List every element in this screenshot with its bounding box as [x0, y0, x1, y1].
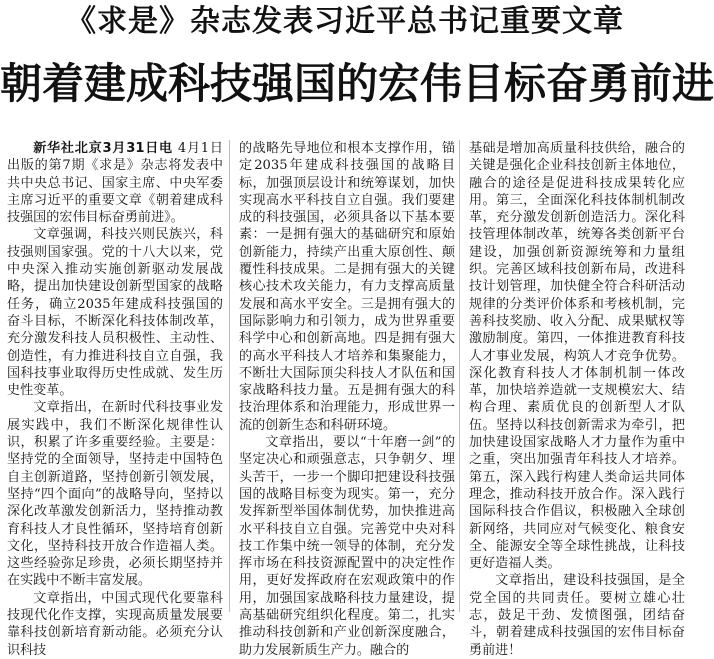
paragraph: 文章指出，在新时代科技事业发展实践中，我们不断深化规律性认识，积累了许多重要经验。主要是：坚持党的全面领导，坚持走中国特色自主创新道路，坚持创新引领发展，坚持“四个面向”的战略导向，坚持以深化改革激发创新活力，坚持推动教育科技人才良性循环，坚持培育创新文化，坚持科技开放合作造福人类。这些经验弥足珍贵，必须长期坚持并在实践中不断丰富发展。	[7, 400, 223, 589]
headline: 朝着建成科技强国的宏伟目标奋勇前进	[0, 59, 714, 108]
paragraph	[7, 140, 223, 226]
paragraph: 文章指出，要以“十年磨一剑”的坚定决心和顽强意志，只争朝夕、埋头苦干，一步一个脚印把建设科技强国的战略目标变为现实。第一，充分发挥新型举国体制优势，加快推进高水平科技自立自强。完善党中央对科技工作集中统一领导的体制，充分发挥市场在科技资源配置中的决定性作用，更好发挥政府在宏观政策中的作用，加强国家战略科技力量建设，提高基础研究组织化程度。第二，扎实推动科技创新和产业创新深度融合，助力发展新质生产力。融合的	[239, 435, 455, 658]
article-column-2	[239, 140, 455, 658]
paragraph: 文章指出，建设科技强国，是全党全国的共同责任。要树立雄心壮志，鼓足干劲、发愤图强，团结奋斗，朝着建成科技强国的宏伟目标奋勇前进！	[469, 573, 685, 658]
dateline: 新华社北京3月31日电	[33, 141, 173, 156]
article-body	[3, 140, 687, 658]
article-column-1	[7, 140, 223, 658]
paragraph: 文章指出，中国式现代化要靠科技现代化作支撑，实现高质量发展要靠科技创新培育新动能。必须充分认识科技	[7, 590, 223, 658]
paragraph-text: 4月1日出版的第7期《求是》杂志将发表中共中央总书记、国家主席、中央军委主席习近平的重要文章《朝着建成科技强国的宏伟目标奋勇前进》。	[7, 141, 223, 226]
kicker-title: 《求是》杂志发表习近平总书记重要文章	[66, 4, 624, 39]
paragraph: 文章强调，科技兴则民族兴，科技强则国家强。党的十八大以来，党中央深入推动实施创新驱动发展战略，提出加快建设创新型国家的战略任务，确立2035年建成科技强国的奋斗目标，不断深化科技体制改革，充分激发科技人员积极性、主动性、创造性，有力推进科技自立自强，我国科技事业取得历史性成就、发生历史性变革。	[7, 227, 223, 399]
article-column-3	[469, 140, 685, 658]
paragraph: 的战略先导地位和根本支撑作用，锚定2035年建成科技强国的战略目标，加强顶层设计和统筹谋划，加快实现高水平科技自立自强。我们要建成的科技强国，必须具备以下基本要素：一是拥有强大的基础研究和原始创新能力，持续产出重大原创性、颠覆性科技成果。二是拥有强大的关键核心技术攻关能力，有力支撑高质量发展和高水平安全。三是拥有强大的国际影响力和引领力，成为世界重要科学中心和创新高地。四是拥有强大的高水平科技人才培养和集聚能力，不断壮大国际顶尖科技人才队伍和国家战略科技力量。五是拥有强大的科技治理体系和治理能力，形成世界一流的创新生态和科研环境。	[239, 141, 455, 433]
paragraph: 基础是增加高质量科技供给，融合的关键是强化企业科技创新主体地位，融合的途径是促进科技成果转化应用。第三，全面深化科技体制机制改革，充分激发创新创造活力。深化科技管理体制改革，统筹各类创新平台建设，加强创新资源统筹和力量组织。完善区域科技创新布局，改进科技计划管理，加快健全符合科研活动规律的分类评价体系和考核机制，完善科技奖励、收入分配、成果赋权等激励制度。第四，一体推进教育科技人才事业发展，构筑人才竞争优势。深化教育科技人才体制机制一体改革，加快培养造就一支规模宏大、结构合理、素质优良的创新型人才队伍。坚持以科技创新需求为牵引，把加快建设国家战略人才力量作为重中之重，突出加强青年科技人才培养。第五，深入践行构建人类命运共同体理念，推动科技开放合作。深入践行国际科技合作倡议，积极融入全球创新网络，共同应对气候变化、粮食安全、能源安全等全球性挑战，让科技更好造福人类。	[469, 141, 685, 572]
